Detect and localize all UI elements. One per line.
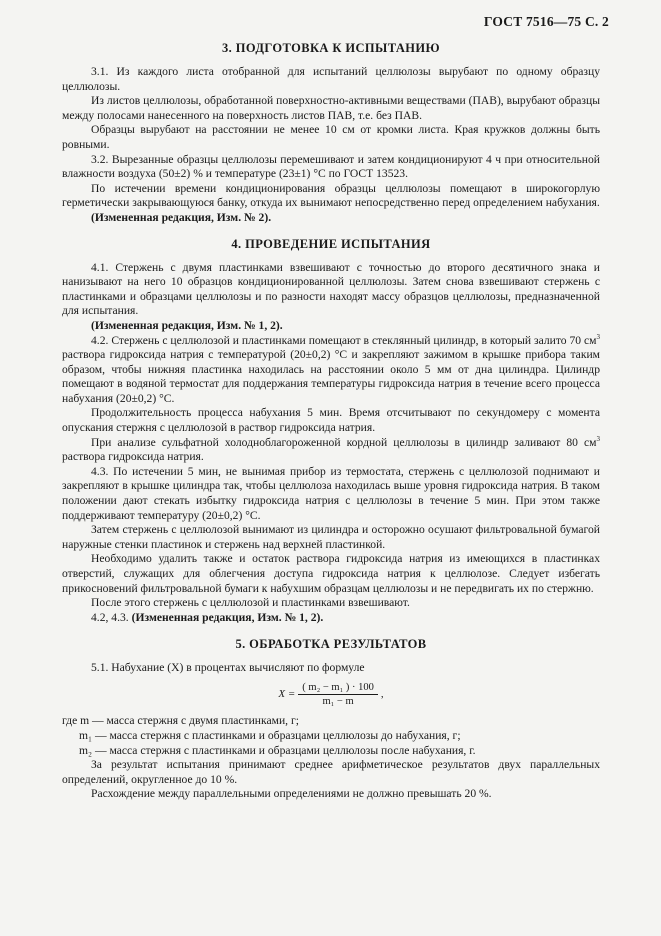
section-5-title: 5. ОБРАБОТКА РЕЗУЛЬТАТОВ [235,637,427,652]
paragraph-3-2: 3.2. Вырезанные образцы целлюлозы перемешивают и затем кондиционируют 4 ч при относительной влажности воздуха (50±2) % и температуре (23±1) °С по ГОСТ 13523. [62,152,600,181]
amendment-note-3: (Измененная редакция, Изм. № 2). [91,210,272,224]
paragraph-4-3-drying: Затем стержень с целлюлозой вынимают из цилиндра и осторожно осушают фильтровальной бумагой наружные стенки пластинок и стержень над верхней пластинкой. [62,523,600,551]
amendment-note-4-1: (Измененная редакция, Изм. № 1, 2). [91,318,283,332]
paragraph-5-tolerance: Расхождение между параллельными определениями не должно превышать 20 %. [91,787,492,801]
formula-lhs: X = [278,688,296,701]
paragraph-5-1: 5.1. Набухание (X) в процентах вычисляют по формуле [91,661,365,675]
paragraph-3-1-pav: Из листов целлюлозы, обработанной поверхностно-активными веществами (ПАВ), вырубают образцы между полосами нанесенного на поверхность листов ПАВ, т.е. без ПАВ. [62,94,600,122]
section-4-title: 4. ПРОВЕДЕНИЕ ИСПЫТАНИЯ [231,236,431,251]
paragraph-4-3-weigh: После этого стержень с целлюлозой и пластинками взвешивают. [91,596,410,610]
formula-numerator: ( m₂ − m₁ ) · 100 [298,682,378,695]
paragraph-4-3-holes: Необходимо удалить также и остаток раствора гидроксида натрия из имеющихся в пластинках отверстий, служащих для облегчения доступа гидроксида натрия к целлюлозе. Следует избегать прикосновений фильтровальной бумаги к набухшим образцам целлюлозы и не передвигать их по стержню. [62,552,600,595]
paragraph-4-1: 4.1. Стержень с двумя пластинками взвешивают с точностью до второго десятичного знака и нанизывают на него 10 образцов кондиционированной целлюлозы. Затем снова взвешивают стержень с пластинками и образцами целлюлозы и по разности находят массу образцов целлюлозы, предназначенной для испытания. [62,260,600,318]
paragraph-5-result: За результат испытания принимают среднее арифметическое результатов двух параллельных определений, округленное до 10 %. [62,757,600,786]
swelling-formula: X = $\frac{\text{( m₂ − m₁ ) · 100}}{\text{m₁ − m}}$ , [278,681,384,707]
paragraph-4-3: 4.3. По истечении 5 мин, не вынимая прибор из термостата, стержень с целлюлозой поднимают и закрепляют в крышке цилиндра так, чтобы целлюлоза находилась выше уровня гидроксида натрия. В таком положении дают стекать избытку гидроксида натрия с целлюлозы в течение 5 мин. При этом также поддерживают температуру (20±0,2) °С. [62,464,600,522]
amendment-note-4-2-4-3: 4.2, 4.3. (Измененная редакция, Изм. № 1, 2). [91,610,324,624]
legend-m2: m₂ — масса стержня с пластинками и образцами целлюлозы после набухания, г. [79,743,476,757]
formula-denominator: m₁ − m [322,695,354,707]
paragraph-4-2: 4.2. Стержень с целлюлозой и пластинками помещают в стеклянный цилиндр, в который залито 70 $см^3$ раствора гидроксида натрия с температурой (20±0,2) °С и закрепляют зажимом в крышке прибора таким образом, чтобы нижняя пластинка находилась на расстоянии около 5 мм от дна цилиндра. Цилиндр помещают в водяной термостат для поддержания температуры гидроксида натрия в течение всего процесса набухания (20±0,2) °С. [62,332,600,405]
legend-m: где m — масса стержня с двумя пластинками, г; [62,713,299,727]
paragraph-3-1-edge: Образцы вырубают на расстоянии не менее 10 см от кромки листа. Края кружков должны быть ровными. [62,123,600,151]
paragraph-3-1: 3.1. Из каждого листа отобранной для испытаний целлюлозы вырубают по одному образцу целлюлозы. [62,65,600,93]
formula-fraction [298,682,378,707]
section-3-title: 3. ПОДГОТОВКА К ИСПЫТАНИЮ [222,41,440,55]
paragraph-4-2-cord: При анализе сульфатной холодноблагороженной кордной целлюлозы в цилиндр заливают 80 $см^3$ раствора гидроксида натрия. [62,434,600,464]
document-body [62,40,600,802]
paragraph-3-2-storage: По истечении времени кондиционирования образцы целлюлозы помещают в широкогорлую герметически закрывающуюся банку, откуда их вынимают непосредственно перед определением набухания. [62,181,600,210]
paragraph-4-2-duration: Продолжительность процесса набухания 5 мин. Время отсчитывают по секундомеру с момента опускания стержня с целлюлозой в раствор гидроксида натрия. [62,406,600,435]
legend-m1: m₁ — масса стержня с пластинками и образцами целлюлозы до набухания, г; [79,728,461,742]
standard-header: ГОСТ 7516—75 С. 2 [483,14,609,29]
